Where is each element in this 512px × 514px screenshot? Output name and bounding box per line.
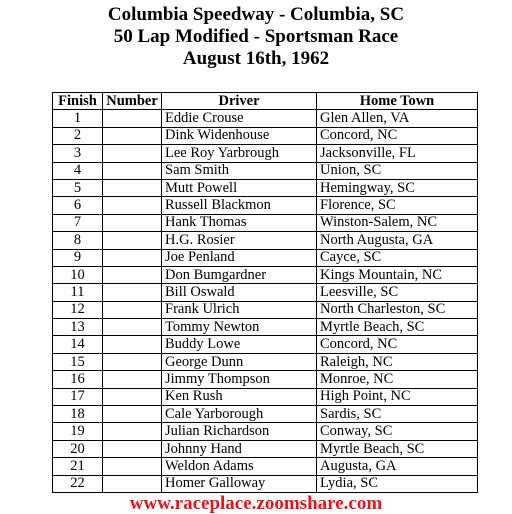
number-cell bbox=[103, 249, 162, 266]
home-town-cell: Sardis, SC bbox=[317, 406, 478, 423]
table-row bbox=[53, 127, 478, 144]
document-header bbox=[0, 4, 512, 70]
table-row bbox=[53, 110, 478, 127]
driver-cell: Johnny Hand bbox=[162, 440, 317, 457]
finish-cell: 7 bbox=[53, 214, 103, 231]
table-row bbox=[53, 406, 478, 423]
table-row bbox=[53, 353, 478, 370]
number-cell bbox=[103, 353, 162, 370]
home-town-cell: Hemingway, SC bbox=[317, 179, 478, 196]
table-row bbox=[53, 179, 478, 196]
number-cell bbox=[103, 406, 162, 423]
driver-cell: Russell Blackmon bbox=[162, 197, 317, 214]
home-town-cell: Kings Mountain, NC bbox=[317, 266, 478, 283]
finish-cell: 15 bbox=[53, 353, 103, 370]
home-town-cell: High Point, NC bbox=[317, 388, 478, 405]
table-row bbox=[53, 336, 478, 353]
driver-cell: H.G. Rosier bbox=[162, 232, 317, 249]
table-row bbox=[53, 319, 478, 336]
table-row bbox=[53, 284, 478, 301]
home-town-cell: Concord, NC bbox=[317, 127, 478, 144]
finish-cell: 4 bbox=[53, 162, 103, 179]
home-town-cell: Leesville, SC bbox=[317, 284, 478, 301]
number-cell bbox=[103, 197, 162, 214]
finish-cell: 10 bbox=[53, 266, 103, 283]
finish-cell: 16 bbox=[53, 371, 103, 388]
finish-cell: 22 bbox=[53, 475, 103, 492]
table-row bbox=[53, 197, 478, 214]
table-row bbox=[53, 162, 478, 179]
finish-cell: 19 bbox=[53, 423, 103, 440]
number-cell bbox=[103, 440, 162, 457]
number-cell bbox=[103, 475, 162, 492]
number-cell bbox=[103, 232, 162, 249]
driver-cell: Julian Richardson bbox=[162, 423, 317, 440]
number-cell bbox=[103, 110, 162, 127]
home-town-cell: Monroe, NC bbox=[317, 371, 478, 388]
home-town-cell: Conway, SC bbox=[317, 423, 478, 440]
driver-cell: Homer Galloway bbox=[162, 475, 317, 492]
finish-cell: 1 bbox=[53, 110, 103, 127]
finish-cell: 11 bbox=[53, 284, 103, 301]
column-header-finish: Finish bbox=[53, 93, 103, 110]
finish-cell: 12 bbox=[53, 301, 103, 318]
number-cell bbox=[103, 336, 162, 353]
table-row bbox=[53, 266, 478, 283]
number-cell bbox=[103, 371, 162, 388]
number-cell bbox=[103, 162, 162, 179]
column-header-home-town: Home Town bbox=[317, 93, 478, 110]
table-row bbox=[53, 232, 478, 249]
table-row bbox=[53, 388, 478, 405]
number-cell bbox=[103, 458, 162, 475]
finish-cell: 5 bbox=[53, 179, 103, 196]
driver-cell: Joe Penland bbox=[162, 249, 317, 266]
footer-website-url: www.raceplace.zoomshare.com bbox=[129, 493, 383, 514]
finish-cell: 13 bbox=[53, 319, 103, 336]
driver-cell: Tommy Newton bbox=[162, 319, 317, 336]
table-row bbox=[53, 458, 478, 475]
finish-cell: 2 bbox=[53, 127, 103, 144]
finish-cell: 14 bbox=[53, 336, 103, 353]
table-header-row bbox=[53, 93, 478, 110]
driver-cell: Eddie Crouse bbox=[162, 110, 317, 127]
table-row bbox=[53, 371, 478, 388]
results-table-body bbox=[53, 110, 478, 493]
column-header-number: Number bbox=[103, 93, 162, 110]
header-title-date: August 16th, 1962 bbox=[182, 48, 330, 69]
home-town-cell: Florence, SC bbox=[317, 197, 478, 214]
home-town-cell: Augusta, GA bbox=[317, 458, 478, 475]
number-cell bbox=[103, 319, 162, 336]
driver-cell: Lee Roy Yarbrough bbox=[162, 145, 317, 162]
driver-cell: Mutt Powell bbox=[162, 179, 317, 196]
number-cell bbox=[103, 179, 162, 196]
table-row bbox=[53, 249, 478, 266]
driver-cell: Ken Rush bbox=[162, 388, 317, 405]
driver-cell: Don Bumgardner bbox=[162, 266, 317, 283]
number-cell bbox=[103, 284, 162, 301]
table-row bbox=[53, 214, 478, 231]
home-town-cell: Jacksonville, FL bbox=[317, 145, 478, 162]
home-town-cell: North Charleston, SC bbox=[317, 301, 478, 318]
driver-cell: Dink Widenhouse bbox=[162, 127, 317, 144]
table-row bbox=[53, 475, 478, 492]
header-title-track: Columbia Speedway - Columbia, SC bbox=[107, 4, 405, 25]
home-town-cell: North Augusta, GA bbox=[317, 232, 478, 249]
finish-cell: 6 bbox=[53, 197, 103, 214]
number-cell bbox=[103, 301, 162, 318]
table-row bbox=[53, 423, 478, 440]
number-cell bbox=[103, 127, 162, 144]
driver-cell: Bill Oswald bbox=[162, 284, 317, 301]
finish-cell: 17 bbox=[53, 388, 103, 405]
driver-cell: Sam Smith bbox=[162, 162, 317, 179]
home-town-cell: Winston-Salem, NC bbox=[317, 214, 478, 231]
finish-cell: 21 bbox=[53, 458, 103, 475]
driver-cell: George Dunn bbox=[162, 353, 317, 370]
driver-cell: Frank Ulrich bbox=[162, 301, 317, 318]
header-title-race: 50 Lap Modified - Sportsman Race bbox=[113, 26, 399, 47]
home-town-cell: Myrtle Beach, SC bbox=[317, 440, 478, 457]
finish-cell: 8 bbox=[53, 232, 103, 249]
table-row bbox=[53, 145, 478, 162]
home-town-cell: Cayce, SC bbox=[317, 249, 478, 266]
number-cell bbox=[103, 266, 162, 283]
driver-cell: Weldon Adams bbox=[162, 458, 317, 475]
table-row bbox=[53, 440, 478, 457]
finish-cell: 18 bbox=[53, 406, 103, 423]
home-town-cell: Concord, NC bbox=[317, 336, 478, 353]
number-cell bbox=[103, 388, 162, 405]
finish-cell: 20 bbox=[53, 440, 103, 457]
results-table bbox=[52, 92, 478, 493]
finish-cell: 3 bbox=[53, 145, 103, 162]
finish-cell: 9 bbox=[53, 249, 103, 266]
table-row bbox=[53, 301, 478, 318]
home-town-cell: Glen Allen, VA bbox=[317, 110, 478, 127]
home-town-cell: Raleigh, NC bbox=[317, 353, 478, 370]
column-header-driver: Driver bbox=[162, 93, 317, 110]
home-town-cell: Union, SC bbox=[317, 162, 478, 179]
driver-cell: Jimmy Thompson bbox=[162, 371, 317, 388]
home-town-cell: Lydia, SC bbox=[317, 475, 478, 492]
home-town-cell: Myrtle Beach, SC bbox=[317, 319, 478, 336]
number-cell bbox=[103, 423, 162, 440]
driver-cell: Buddy Lowe bbox=[162, 336, 317, 353]
number-cell bbox=[103, 145, 162, 162]
driver-cell: Cale Yarborough bbox=[162, 406, 317, 423]
number-cell bbox=[103, 214, 162, 231]
driver-cell: Hank Thomas bbox=[162, 214, 317, 231]
